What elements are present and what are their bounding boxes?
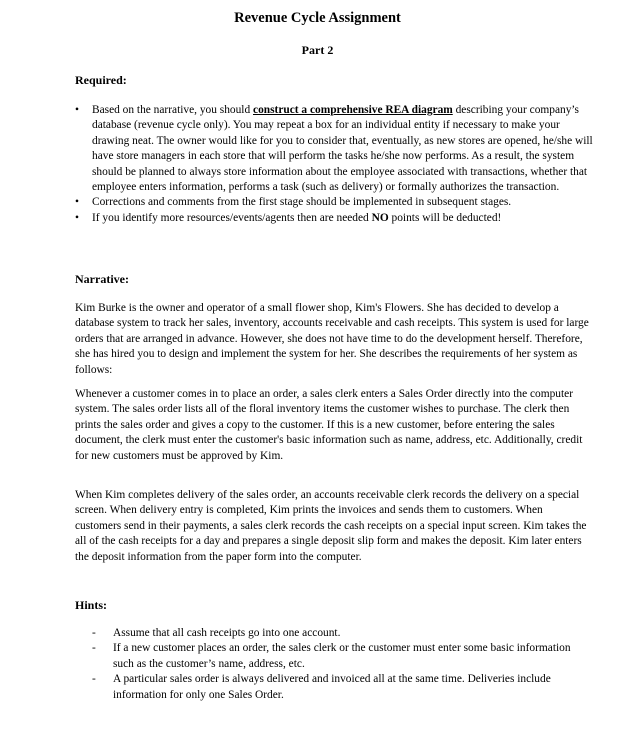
bullet-icon: • <box>75 104 79 116</box>
required-item-extra-entities <box>75 211 595 226</box>
bullet-icon: • <box>75 211 79 224</box>
hints-list <box>92 626 592 703</box>
dash-icon: - <box>92 642 96 655</box>
required-item-rea-emphasis: construct a comprehensive REA diagram <box>253 104 453 116</box>
hint-item <box>92 626 592 641</box>
required-heading: Required: <box>75 73 127 87</box>
required-item-rea-prefix: Based on the narrative, you should <box>92 104 254 116</box>
required-item-extra-suffix: points will be deducted! <box>388 211 502 224</box>
document-title: Revenue Cycle Assignment <box>234 10 401 26</box>
hint-text: A particular sales order is always delivered and invoiced all at the same time. Deliveries include information for only one Sales Order. <box>113 673 551 701</box>
narrative-paragraph: Kim Burke is the owner and operator of a small flower shop, Kim's Flowers. She has decided to develop a database system to track her sales, inventory, accounts receivable and cash receipts. This system is used for large orders that are arranged in advance. However, she does not have time to do the development herself. Therefore, she has hired you to design and implement the system for her. She describes the requirements of her system as follows: <box>75 302 589 376</box>
narrative-heading: Narrative: <box>75 272 129 286</box>
hints-heading: Hints: <box>75 598 108 612</box>
required-list <box>75 103 595 226</box>
required-item-extra-prefix: If you identify more resources/events/agents then are needed <box>92 211 372 224</box>
dash-icon: - <box>92 673 96 686</box>
required-item-corrections <box>75 195 595 210</box>
bullet-icon: • <box>75 196 79 209</box>
dash-icon: - <box>92 627 96 639</box>
required-item-extra-emphasis: NO <box>371 211 389 224</box>
hint-text: Assume that all cash receipts go into one account. <box>113 627 341 639</box>
hint-item <box>92 641 592 672</box>
required-item-corrections-text: Corrections and comments from the first stage should be implemented in subsequent stages. <box>92 196 512 209</box>
required-item-rea <box>75 103 595 195</box>
narrative-paragraph: Whenever a customer comes in to place an order, a sales clerk enters a Sales Order directly into the computer system. The sales order lists all of the floral inventory items the customer wishes to purchase. The clerk then prints the sales order and gives a copy to the customer. If this is a new customer, before entering the sales document, the clerk must enter the customer's basic information such as name, address, etc. Additionally, credit for new customers must be approved by Kim. <box>75 388 583 462</box>
required-item-rea-suffix: describing your company’s database (revenue cycle only). You may repeat a box for an individual entity if necessary to make your drawing neat. The owner would like for you to consider that, eventually, as new stores are opened, he/she will have store managers in each store that will perform the tasks he/she now performs. As a result, the system should be planned to always store information about the employee associated with transactions, whether that employee enters information, performs a task (such as delivery) or formally authorizes the transaction. <box>92 104 593 194</box>
hint-text: If a new customer places an order, the sales clerk or the customer must enter some basic information such as the customer’s name, address, etc. <box>113 642 571 670</box>
narrative-paragraph: When Kim completes delivery of the sales order, an accounts receivable clerk records the delivery on a special screen. When delivery entry is completed, Kim prints the invoices and sends them to customers. When customers send in their payments, a sales clerk records the cash receipts on a special input screen. Kim takes the all of the cash receipts for a day and prepares a single deposit slip form and makes the deposit. Kim later enters the deposit information from the paper form into the computer. <box>75 489 587 563</box>
document-part: Part 2 <box>301 43 334 57</box>
hint-item <box>92 672 592 703</box>
